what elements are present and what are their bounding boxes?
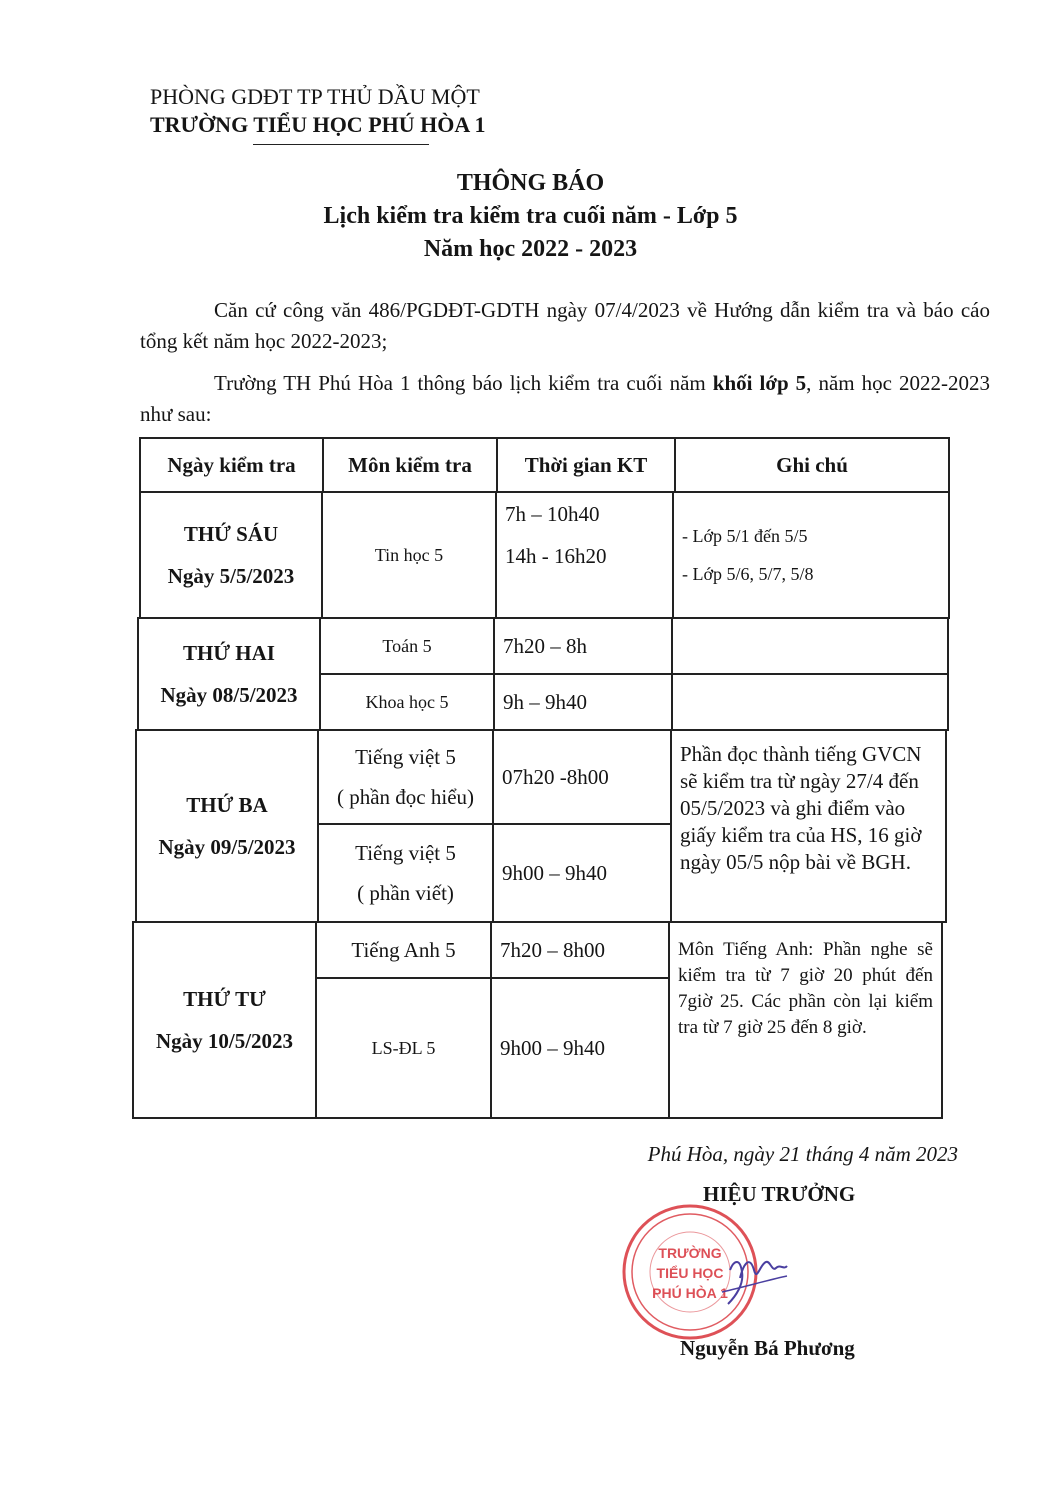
note-cell-empty bbox=[671, 617, 949, 675]
note-cell-empty bbox=[671, 673, 949, 731]
time-cell bbox=[495, 491, 674, 619]
day-weekday: THỨ SÁU bbox=[183, 522, 279, 546]
subject-cell: Tiếng Anh 5 bbox=[315, 921, 492, 979]
subject-part: ( phần đọc hiểu) bbox=[336, 785, 475, 809]
note-line: - Lớp 5/6, 5/7, 5/8 bbox=[682, 564, 814, 584]
subject-name: Tiếng việt 5 bbox=[355, 745, 456, 769]
note-cell: Phần đọc thành tiếng GVCN sẽ kiểm tra từ ngày 27/4 đến 05/5/2023 và ghi điểm vào giấy kiểm tra của HS, 16 giờ ngày 05/5 nộp bài về BGH. bbox=[670, 729, 947, 923]
day-date: Ngày 08/5/2023 bbox=[160, 683, 298, 707]
header-note: Ghi chú bbox=[674, 437, 950, 493]
signer-name: Nguyễn Bá Phương bbox=[680, 1336, 855, 1360]
time-cell: 7h20 – 8h00 bbox=[490, 921, 670, 979]
subject-cell: LS-ĐL 5 bbox=[315, 977, 492, 1119]
subject-cell: Tin học 5 bbox=[321, 491, 497, 619]
school-name: TRƯỜNG TIỂU HỌC PHÚ HÒA 1 bbox=[150, 112, 486, 137]
day-date: Ngày 09/5/2023 bbox=[158, 835, 296, 859]
header-date: Ngày kiểm tra bbox=[139, 437, 324, 493]
day-cell-friday bbox=[139, 491, 323, 619]
notice-title: THÔNG BÁO bbox=[456, 170, 605, 196]
day-weekday: THỨ BA bbox=[186, 793, 268, 817]
subject-cell: Toán 5 bbox=[319, 617, 495, 675]
subject-part: ( phần viết) bbox=[357, 881, 454, 905]
header-divider bbox=[253, 144, 429, 145]
header-time: Thời gian KT bbox=[496, 437, 676, 493]
signer-role: HIỆU TRƯỞNG bbox=[703, 1182, 856, 1206]
header-subject: Môn kiểm tra bbox=[322, 437, 498, 493]
time-cell: 9h – 9h40 bbox=[493, 673, 673, 731]
time-cell: 7h20 – 8h bbox=[493, 617, 673, 675]
subject-cell bbox=[317, 823, 494, 923]
day-date: Ngày 5/5/2023 bbox=[167, 564, 295, 588]
note-line: - Lớp 5/1 đến 5/5 bbox=[682, 526, 808, 546]
subject-name: Tiếng việt 5 bbox=[355, 841, 456, 865]
day-cell-wednesday bbox=[132, 921, 317, 1119]
day-date: Ngày 10/5/2023 bbox=[155, 1029, 294, 1053]
time-cell: 9h00 – 9h40 bbox=[492, 823, 672, 923]
day-weekday: THỨ HAI bbox=[183, 641, 275, 665]
svg-text:TRƯỜNG: TRƯỜNG bbox=[658, 1245, 722, 1261]
svg-text:TIỂU HỌC: TIỂU HỌC bbox=[656, 1265, 724, 1281]
subject-cell bbox=[317, 729, 494, 825]
day-cell-monday bbox=[137, 617, 321, 731]
department-name: PHÒNG GDĐT TP THỦ DẦU MỘT bbox=[150, 84, 480, 109]
time-cell: 07h20 -8h00 bbox=[492, 729, 672, 825]
time-slot: 7h – 10h40 bbox=[505, 502, 600, 526]
note-cell bbox=[672, 491, 950, 619]
note-cell: Môn Tiếng Anh: Phần nghe sẽ kiểm tra từ 7 giờ 20 phút đến 7giờ 25. Các phần còn lại kiểm tra từ 7 giờ 25 đến 8 giờ. bbox=[668, 921, 943, 1119]
school-stamp bbox=[618, 1200, 788, 1350]
intro-paragraph-2: Trường TH Phú Hòa 1 thông báo lịch kiểm tra cuối năm khối lớp 5, năm học 2022-2023 như sau: bbox=[140, 371, 990, 426]
intro-paragraph-1: Căn cứ công văn 486/PGDĐT-GDTH ngày 07/4/2023 về Hướng dẫn kiểm tra và báo cáo tổng kết năm học 2022-2023; bbox=[140, 298, 990, 353]
time-slot: 14h - 16h20 bbox=[505, 544, 607, 568]
place-and-date: Phú Hòa, ngày 21 tháng 4 năm 2023 bbox=[647, 1142, 958, 1166]
svg-text:PHÚ HÒA 1: PHÚ HÒA 1 bbox=[652, 1285, 728, 1301]
school-year: Năm học 2022 - 2023 bbox=[423, 236, 638, 262]
time-cell: 9h00 – 9h40 bbox=[490, 977, 670, 1119]
day-cell-tuesday bbox=[135, 729, 319, 923]
notice-subtitle: Lịch kiểm tra kiểm tra cuối năm - Lớp 5 bbox=[323, 203, 738, 229]
subject-cell: Khoa học 5 bbox=[319, 673, 495, 731]
day-weekday: THỨ TƯ bbox=[183, 987, 266, 1011]
